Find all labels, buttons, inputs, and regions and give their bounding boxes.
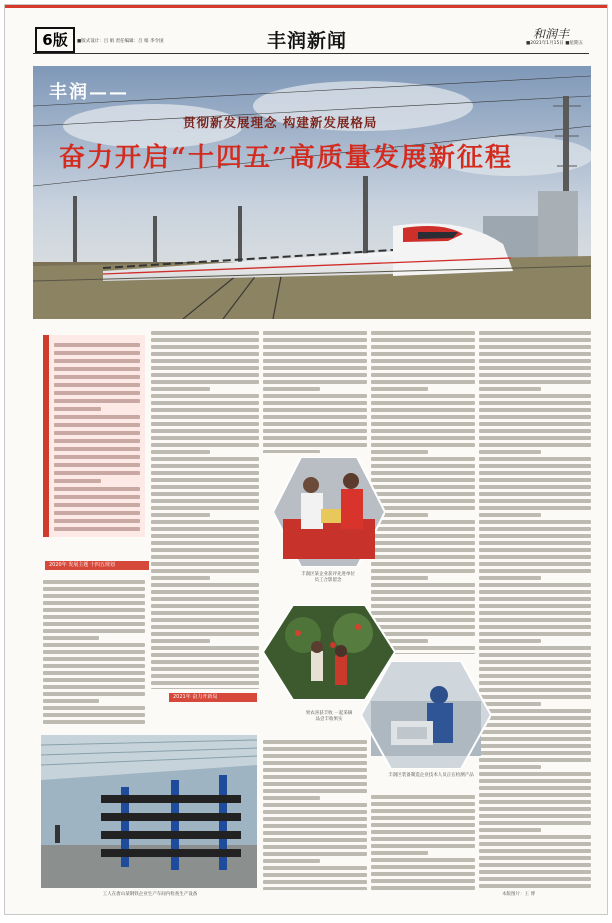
text-line <box>479 534 591 538</box>
photo-awards-ceremony <box>273 457 385 567</box>
text-line <box>479 856 591 860</box>
text-line <box>54 495 140 499</box>
text-line <box>479 569 591 573</box>
photo2-caption: 果农喜获丰收 一起采摘 品尝丰收果实 <box>305 711 353 722</box>
text-line <box>151 625 259 629</box>
text-line <box>54 423 140 427</box>
text-line <box>479 814 591 818</box>
text-line <box>479 681 591 685</box>
hero-subtitle: 贯彻新发展理念 构建新发展格局 <box>183 115 378 130</box>
text-line <box>479 821 591 825</box>
editor-credits: ■版式设计：吕 娟 责任编辑：吕 娟 李令国 <box>77 39 164 44</box>
text-line <box>371 520 475 524</box>
text-line <box>371 506 475 510</box>
text-line <box>43 622 145 626</box>
hero-kicker: 丰润—— <box>49 82 129 103</box>
inspection-image <box>361 661 491 769</box>
text-line <box>263 824 367 828</box>
warehouse-image <box>41 735 257 888</box>
text-line <box>151 331 259 335</box>
text-line <box>263 387 320 391</box>
text-line <box>43 615 145 619</box>
text-line <box>479 597 591 601</box>
text-line <box>263 852 367 856</box>
text-line <box>43 664 145 668</box>
text-line <box>371 450 428 454</box>
text-line <box>263 331 367 335</box>
text-line <box>43 636 99 640</box>
text-line <box>479 744 591 748</box>
text-line <box>151 380 259 384</box>
text-line <box>43 706 145 710</box>
text-line <box>371 837 475 841</box>
text-line <box>151 618 259 622</box>
text-line <box>151 667 259 671</box>
text-line <box>54 455 140 459</box>
text-line <box>479 611 591 615</box>
text-line <box>43 629 145 633</box>
text-line <box>151 646 259 650</box>
text-line <box>479 387 541 391</box>
newspaper-logo: 和润丰 <box>532 27 569 41</box>
text-line <box>263 768 367 772</box>
text-line <box>263 422 367 426</box>
text-line <box>479 541 591 545</box>
text-line <box>151 681 259 685</box>
text-line <box>54 503 140 507</box>
text-line <box>151 541 259 545</box>
text-line <box>371 590 475 594</box>
text-line <box>43 692 145 696</box>
text-line <box>479 506 591 510</box>
text-line <box>479 737 591 741</box>
text-line <box>54 391 140 395</box>
text-line <box>263 443 367 447</box>
text-line <box>151 548 259 552</box>
section-tag-2: 2021年 奋力开新局 <box>169 693 257 702</box>
text-line <box>479 576 541 580</box>
text-line <box>479 520 591 524</box>
text-line <box>151 429 259 433</box>
text-line <box>479 884 591 888</box>
text-line <box>479 366 591 370</box>
text-line <box>479 499 591 503</box>
text-line <box>54 359 140 363</box>
text-line <box>371 534 475 538</box>
text-line <box>479 653 591 657</box>
text-line <box>479 667 591 671</box>
text-line <box>371 401 475 405</box>
text-line <box>479 688 591 692</box>
text-line <box>479 877 591 881</box>
text-line <box>263 796 320 800</box>
text-line <box>371 830 475 834</box>
text-line <box>151 415 259 419</box>
text-line <box>151 660 259 664</box>
text-line <box>479 646 591 650</box>
text-line <box>151 597 259 601</box>
text-line <box>43 685 145 689</box>
text-line <box>151 632 259 636</box>
text-line <box>54 471 140 475</box>
text-line <box>371 562 475 566</box>
text-line <box>479 835 591 839</box>
text-line <box>479 709 591 713</box>
text-line <box>371 844 475 848</box>
text-line <box>371 464 475 468</box>
text-line <box>263 859 320 863</box>
text-line <box>263 352 367 356</box>
text-line <box>263 880 367 884</box>
text-line <box>263 810 367 814</box>
text-line <box>371 422 475 426</box>
text-line <box>151 555 259 559</box>
section-tag-1: 2020年 发展主题 十四五规划 <box>45 561 149 570</box>
text-line <box>371 499 475 503</box>
text-line <box>151 338 259 342</box>
text-line <box>371 816 475 820</box>
text-line <box>54 415 140 419</box>
text-line <box>151 653 259 657</box>
text-line <box>479 359 591 363</box>
text-line <box>479 632 591 636</box>
text-line <box>479 779 591 783</box>
text-line <box>54 407 101 411</box>
text-line <box>43 657 145 661</box>
text-line <box>151 513 210 517</box>
text-line <box>43 587 145 591</box>
text-line <box>54 463 140 467</box>
top-color-bar <box>5 5 607 8</box>
text-line <box>479 583 591 587</box>
photo-factory-inspection <box>361 661 491 769</box>
text-line <box>151 394 259 398</box>
text-line <box>371 555 475 559</box>
text-line <box>151 471 259 475</box>
text-line <box>151 674 259 678</box>
text-line <box>54 519 140 523</box>
text-line <box>371 865 475 869</box>
text-line <box>43 601 145 605</box>
text-line <box>479 457 591 461</box>
edition-number: 6版 <box>35 27 75 53</box>
photo-credit: 本版图片：王 博 <box>502 892 535 897</box>
text-line <box>371 858 475 862</box>
text-line <box>371 387 428 391</box>
text-line <box>151 583 259 587</box>
text-line <box>371 457 475 461</box>
photo-steel-warehouse <box>41 735 257 888</box>
text-line <box>263 345 367 349</box>
text-line <box>479 793 591 797</box>
text-line <box>263 436 367 440</box>
text-line <box>371 583 475 587</box>
text-line <box>263 761 367 765</box>
text-line <box>371 802 475 806</box>
newspaper-page <box>4 4 608 915</box>
text-line <box>151 450 210 454</box>
text-line <box>263 782 367 786</box>
text-line <box>263 775 367 779</box>
text-line <box>263 754 367 758</box>
text-line <box>479 408 591 412</box>
text-line <box>479 660 591 664</box>
text-line <box>151 611 259 615</box>
lead-text-block <box>54 343 140 531</box>
text-line <box>479 723 591 727</box>
text-line <box>479 842 591 846</box>
text-line <box>371 471 475 475</box>
text-line <box>43 594 145 598</box>
text-line <box>54 367 140 371</box>
text-line <box>479 730 591 734</box>
text-line <box>263 380 367 384</box>
ceremony-image <box>273 457 385 567</box>
text-line <box>371 345 475 349</box>
text-line <box>151 485 259 489</box>
text-line <box>151 422 259 426</box>
text-line <box>263 338 367 342</box>
text-line <box>151 366 259 370</box>
text-line <box>151 492 259 496</box>
text-line <box>151 345 259 349</box>
text-line <box>263 817 367 821</box>
text-line <box>151 401 259 405</box>
article-column-5 <box>479 331 591 891</box>
text-line <box>371 352 475 356</box>
text-line <box>43 713 145 717</box>
text-line <box>54 447 140 451</box>
text-line <box>43 720 145 724</box>
text-line <box>479 562 591 566</box>
text-line <box>371 886 475 890</box>
text-line <box>371 485 475 489</box>
text-line <box>151 527 259 531</box>
text-line <box>263 359 367 363</box>
text-line <box>479 849 591 853</box>
text-line <box>43 580 145 584</box>
text-line <box>263 394 367 398</box>
text-line <box>151 569 259 573</box>
text-line <box>151 590 259 594</box>
text-line <box>151 520 259 524</box>
text-line <box>479 450 541 454</box>
text-line <box>263 450 320 453</box>
text-line <box>371 478 475 482</box>
text-line <box>54 375 140 379</box>
text-line <box>263 873 367 877</box>
text-line <box>479 828 541 832</box>
text-line <box>371 823 475 827</box>
text-line <box>54 439 140 443</box>
text-line <box>43 699 99 703</box>
text-line <box>263 408 367 412</box>
text-line <box>263 415 367 419</box>
text-line <box>151 464 259 468</box>
text-line <box>479 807 591 811</box>
text-line <box>151 534 259 538</box>
text-line <box>263 845 367 849</box>
text-line <box>479 625 591 629</box>
masthead <box>13 25 601 51</box>
text-line <box>151 639 210 643</box>
text-line <box>479 401 591 405</box>
article-column-3 <box>263 331 367 453</box>
text-line <box>263 429 367 433</box>
masthead-rule <box>33 53 589 54</box>
text-line <box>371 380 475 384</box>
text-line <box>371 851 428 855</box>
article-column-7 <box>371 795 475 890</box>
text-line <box>479 751 591 755</box>
text-line <box>43 671 145 675</box>
photo4-caption: 工人在唐山某钢铁企业生产车间内检查生产设备 <box>102 892 198 897</box>
text-line <box>151 359 259 363</box>
text-line <box>371 408 475 412</box>
paper-name: 丰润新闻 <box>267 30 348 52</box>
text-line <box>479 485 591 489</box>
text-line <box>151 436 259 440</box>
text-line <box>371 429 475 433</box>
text-line <box>479 604 591 608</box>
text-line <box>371 597 475 601</box>
text-line <box>371 359 475 363</box>
text-line <box>43 643 145 647</box>
text-line <box>263 831 367 835</box>
text-line <box>43 678 145 682</box>
text-line <box>371 373 475 377</box>
text-line <box>479 352 591 356</box>
text-line <box>479 639 541 643</box>
text-line <box>371 541 475 545</box>
text-line <box>54 351 140 355</box>
article-column-6 <box>263 740 367 890</box>
text-line <box>263 740 367 744</box>
text-line <box>479 870 591 874</box>
text-line <box>479 513 541 517</box>
text-line <box>479 464 591 468</box>
text-line <box>151 352 259 356</box>
photo1-caption: 丰润区某企业获评先进单位 员工合影留念 <box>301 572 355 583</box>
text-line <box>479 618 591 622</box>
text-line <box>479 590 591 594</box>
text-line <box>371 872 475 876</box>
hero-banner <box>33 66 591 319</box>
text-line <box>479 716 591 720</box>
text-line <box>371 527 475 531</box>
dateline: ■2021年1月15日 ■星期五 <box>526 41 583 46</box>
text-line <box>479 415 591 419</box>
text-line <box>54 487 140 491</box>
text-line <box>479 443 591 447</box>
text-line <box>263 366 367 370</box>
text-line <box>479 331 591 335</box>
text-line <box>151 408 259 412</box>
text-line <box>479 863 591 867</box>
text-line <box>479 492 591 496</box>
text-line <box>263 401 367 405</box>
text-line <box>43 650 145 654</box>
text-line <box>479 695 591 699</box>
text-line <box>371 394 475 398</box>
text-line <box>263 887 367 890</box>
text-line <box>371 809 475 813</box>
text-line <box>54 479 101 483</box>
text-line <box>151 443 259 447</box>
text-line <box>371 492 475 496</box>
text-line <box>151 562 259 566</box>
text-line <box>151 478 259 482</box>
text-line <box>479 674 591 678</box>
text-line <box>151 688 259 689</box>
text-line <box>479 548 591 552</box>
text-line <box>479 429 591 433</box>
text-line <box>263 373 367 377</box>
text-line <box>151 499 259 503</box>
text-line <box>479 800 591 804</box>
text-line <box>479 394 591 398</box>
text-line <box>479 373 591 377</box>
lead-paragraph-box <box>43 335 145 537</box>
text-line <box>54 399 140 403</box>
text-line <box>151 373 259 377</box>
text-line <box>371 366 475 370</box>
text-line <box>263 866 367 870</box>
hero-headline: 奋力开启“十四五”高质量发展新征程 <box>59 143 513 173</box>
text-line <box>479 380 591 384</box>
text-line <box>371 443 475 447</box>
text-line <box>371 338 475 342</box>
text-line <box>263 838 367 842</box>
text-line <box>151 457 259 461</box>
text-line <box>54 527 140 531</box>
article-column-1 <box>43 580 145 725</box>
text-line <box>479 422 591 426</box>
text-line <box>151 506 259 510</box>
text-line <box>151 387 210 391</box>
text-line <box>371 879 475 883</box>
text-line <box>479 786 591 790</box>
text-line <box>371 331 475 335</box>
text-line <box>371 548 475 552</box>
text-line <box>151 604 259 608</box>
text-line <box>151 576 210 580</box>
text-line <box>479 478 591 482</box>
text-line <box>54 511 140 515</box>
text-line <box>371 415 475 419</box>
text-line <box>479 527 591 531</box>
photo3-caption: 丰润区装备制造企业技术人员正在检测产品 <box>388 773 474 778</box>
text-line <box>263 747 367 751</box>
text-line <box>54 343 140 347</box>
text-line <box>54 383 140 387</box>
article-column-2 <box>151 331 259 689</box>
text-line <box>371 795 475 799</box>
text-line <box>479 471 591 475</box>
text-line <box>479 338 591 342</box>
text-line <box>479 555 591 559</box>
text-line <box>263 789 367 793</box>
text-line <box>479 345 591 349</box>
text-line <box>43 608 145 612</box>
text-line <box>479 758 591 762</box>
text-line <box>371 436 475 440</box>
text-line <box>54 431 140 435</box>
text-line <box>479 436 591 440</box>
text-line <box>263 803 367 807</box>
text-line <box>479 772 591 776</box>
